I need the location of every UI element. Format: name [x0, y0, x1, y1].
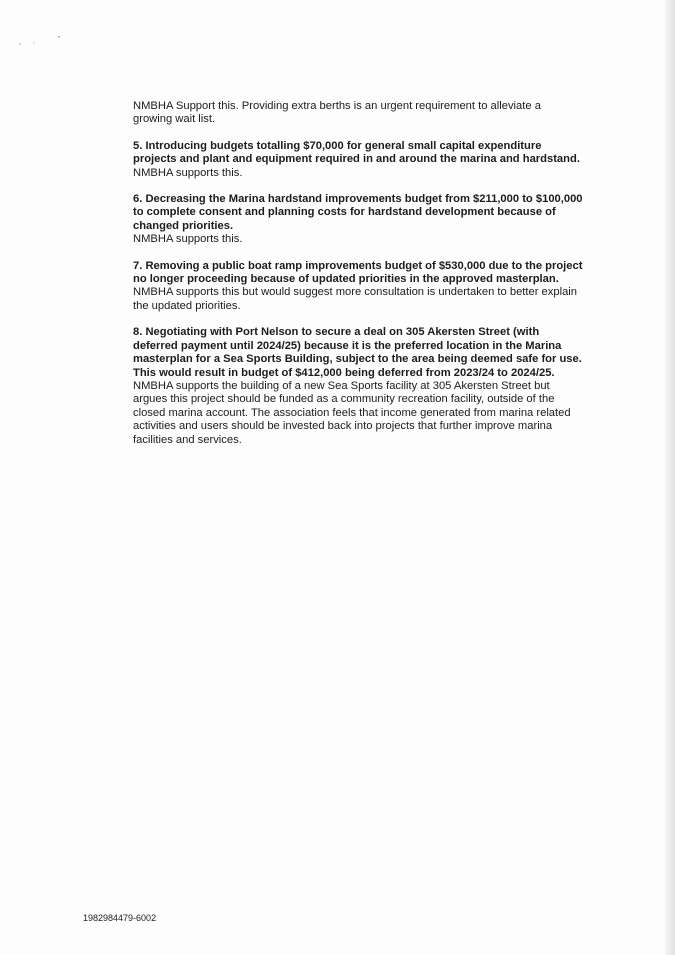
item-response: NMBHA supports this but would suggest more consultation is undertaken to better explain the updated priorities. [133, 286, 578, 312]
item-heading: 8. Negotiating with Port Nelson to secure a deal on 305 Akersten Street (with deferred payment until 2024/25) because it is the preferred location in the Marina masterplan for a Sea Sports Building, subject to the area being deemed safe for use. This would result in budget of $412,000 being deferred from 2023/24 to 2024/25. [133, 326, 582, 379]
item-response: NMBHA supports this. [133, 166, 243, 179]
agenda-item-8 [133, 326, 583, 447]
item-response: NMBHA supports this. [133, 233, 243, 246]
item-heading: 5. Introducing budgets totalling $70,000 for general small capital expenditure projects and plant and equipment required in and around the marina and hardstand. [133, 139, 580, 166]
item-response: NMBHA supports the building of a new Sea Sports facility at 305 Akersten Street but argues this project should be funded as a community recreation facility, outside of the closed marina account. The association feels that income generated from marina related activities and users should be invested back into projects that further improve marina facilities and services. [133, 379, 571, 446]
agenda-item-6 [133, 193, 583, 247]
document-body [133, 100, 583, 460]
agenda-item-7 [133, 260, 583, 314]
item-heading: 7. Removing a public boat ramp improvements budget of $530,000 due to the project no longer proceeding because of updated priorities in the approved masterplan. [133, 259, 583, 286]
item-heading: 6. Decreasing the Marina hardstand improvements budget from $211,000 to $100,000 to complete consent and planning costs for hardstand development because of changed priorities. [133, 193, 583, 232]
scan-speck-marks [18, 34, 68, 48]
document-id-footer: 1982984479-6002 [83, 913, 157, 923]
intro-response: NMBHA Support this. Providing extra berths is an urgent requirement to alleviate a growing wait list. [133, 100, 541, 126]
page-edge-shadow [665, 0, 675, 955]
agenda-item-5 [133, 140, 583, 180]
